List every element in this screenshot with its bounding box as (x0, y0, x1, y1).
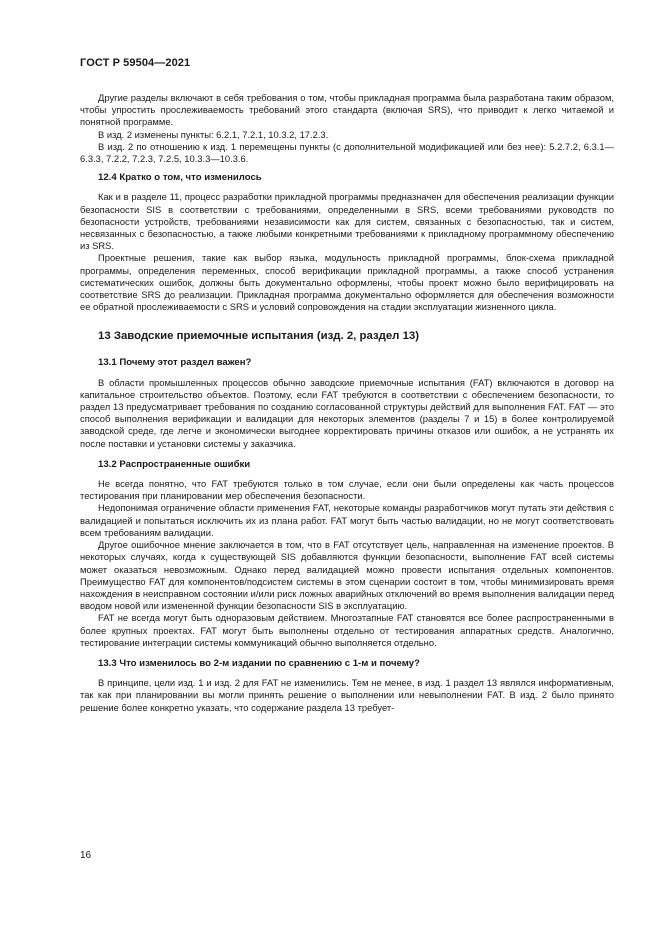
subsection-heading-12-4: 12.4 Кратко о том, что изменилось (98, 172, 262, 184)
document-code-header: ГОСТ Р 59504—2021 (80, 57, 191, 69)
paragraph: В принципе, цели изд. 1 и изд. 2 для FAT не изменились. Тем не менее, в изд. 1 раздел 13 являлся информативным, так как при планировании вы могли принять решение о выполнении или невыполнении FAT. В изд. 2 было принято решение более конкретно указать, что содержание раздела 13 требует- (80, 677, 614, 713)
paragraph: Не всегда понятно, что FAT требуются только в том случае, если они были определены как часть процессов тестирования при планировании мер обеспечения безопасности. (80, 478, 614, 502)
subsection-heading-13-2: 13.2 Распространенные ошибки (98, 458, 251, 470)
section-heading-13: 13 Заводские приемочные испытания (изд. 2, раздел 13) (98, 330, 420, 343)
paragraph: Проектные решения, такие как выбор языка, модульность прикладной программы, блок-схема прикладной программы, определения переменных, способ верификации прикладной программы, а также способ устранения систематических ошибок, должны быть документально оформлены, чтобы проект можно было верифицировать на соответствие SRS до реализации. Прикладная программа документально оформляется для обеспечения возможности ее обратной прослеживаемости с SRS и условий сопровождения на стадии эксплуатации жизненного цикла. (80, 252, 614, 313)
subsection-heading-13-1: 13.1 Почему этот раздел важен? (98, 357, 252, 369)
paragraph: Другое ошибочное мнение заключается в том, что в FAT отсутствует цель, направленная на изменение проектов. В некоторых случаях, когда к существующей SIS добавляются функции безопасности, выполнение FAT всей системы может оказаться невозможным. Однако перед валидацией можно провести испытания отдельных компонентов. Преимущество FAT для компонентов/подсистем системы в этом сценарии состоит в том, чтобы минимизировать время нахождения в неисправном состоянии и/или риск ложных аварийных отключений во время выполнения валидации перед вводом новой или измененной функции безопасности SIS в эксплуатацию. (80, 539, 614, 612)
paragraph: В области промышленных процессов обычно заводские приемочные испытания (FAT) включаются в договор на капитальное строительство объектов. Поэтому, если FAT требуются в соответствии с обеспечением безопасности, то раздел 13 предусматривает требования по созданию согласованной структуры действий для выполнения FAT. FAT — это способ выполнения верификации и валидации для некоторых элементов (разделы 7 и 15) в более контролируемой заводской среде, где легче и экономически выгоднее корректировать причины отказов или ошибок, а не устранять их после поставки и установки системы у заказчика. (80, 376, 614, 449)
page-content (80, 92, 614, 714)
paragraph: Другие разделы включают в себя требования о том, чтобы прикладная программа была разработана таким образом, чтобы упростить прослеживаемость требований этого стандарта (включая SRS), что приводит к легко читаемой и понятной программе. (80, 92, 614, 128)
page-number: 16 (80, 850, 92, 861)
paragraph: Недопонимая ограничение области применения FAT, некоторые команды разработчиков могут путать эти действия с валидацией и попытаться исключить их из плана работ. FAT могут быть частью валидации, но не могут соответствовать всем требованиям валидации. (80, 502, 614, 538)
paragraph: В изд. 2 изменены пункты: 6.2.1, 7.2.1, 10.3.2, 17.2.3. (98, 128, 329, 140)
subsection-heading-13-3: 13.3 Что изменилось во 2-м издании по сравнению с 1-м и почему? (98, 657, 420, 669)
paragraph: В изд. 2 по отношению к изд. 1 перемещены пункты (с дополнительной модификацией или без нее): 5.2.7.2, 6.3.1—6.3.3, 7.2.2, 7.2.3, 7.2.5, 10.3.3—10.3.6. (80, 140, 614, 165)
paragraph: FAT не всегда могут быть одноразовым действием. Многоэтапные FAT становятся все более распространенными в более крупных проектах. FAT могут быть выполнены отдельно от тестирования аппаратных средств. Аналогично, тестирование интеграции системы коммуникаций обычно выполняется отдельно. (80, 612, 614, 648)
paragraph: Как и в разделе 11, процесс разработки прикладной программы предназначен для обеспечения реализации функции безопасности SIS в соответствии с требованиями, определенными в SRS, всеми требованиями руководств по безопасности устройств, требованиями независимости как для систем, связанных с безопасностью, так и систем, несвязанных с безопасностью, а также любыми конкретными требованиями к прикладному программному обеспечению из SRS. (80, 191, 614, 252)
